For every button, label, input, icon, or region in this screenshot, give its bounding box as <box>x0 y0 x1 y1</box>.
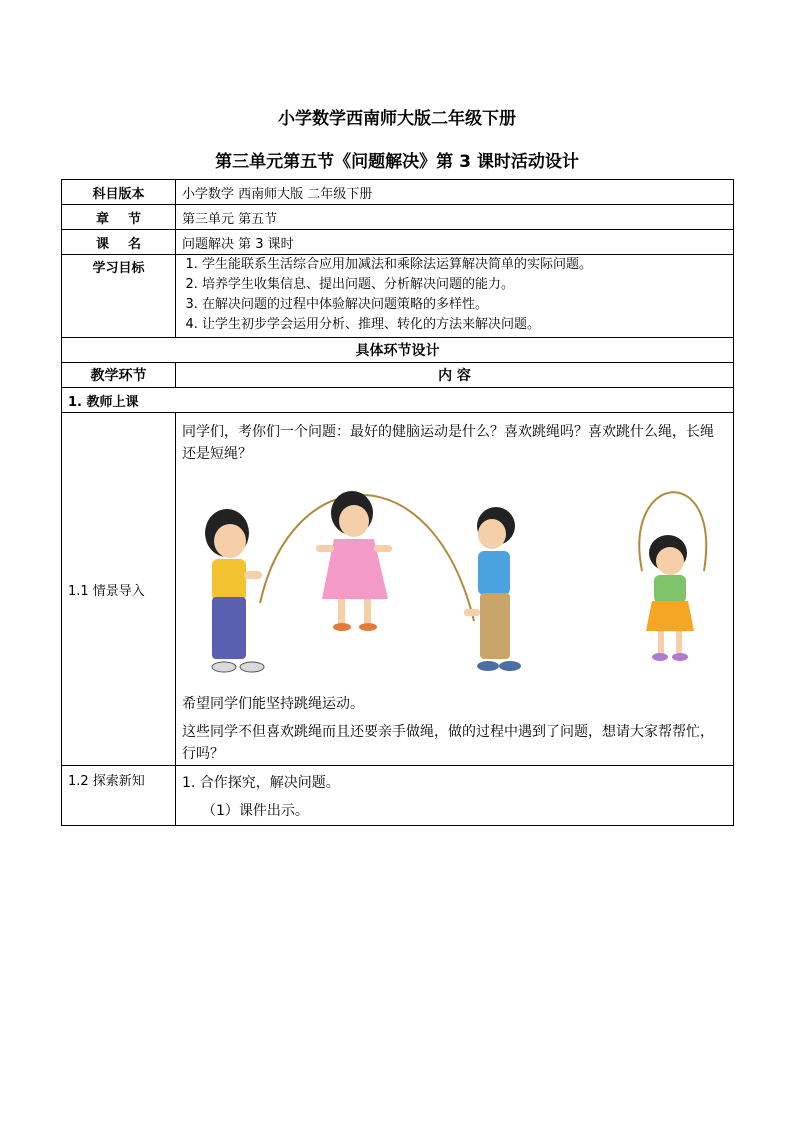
subject-value: 小学数学 西南师大版 二年级下册 <box>176 180 734 205</box>
section-title: 具体环节设计 <box>62 338 734 363</box>
part1-row <box>62 388 734 413</box>
s12-item-1: 1. 合作探究，解决问题。 <box>182 775 340 791</box>
s11-row <box>62 413 734 766</box>
s12-row <box>62 766 734 826</box>
document-title: 小学数学西南师大版二年级下册 <box>278 109 516 129</box>
goal-item: 4. 让学生初步学会运用分析、推理、转化的方法来解决问题。 <box>202 315 727 335</box>
goal-item: 1. 学生能联系生活综合应用加减法和乘除法运算解决简单的实际问题。 <box>202 255 727 275</box>
s12-item-2: （1）课件出示。 <box>202 803 309 819</box>
s12-content <box>176 766 734 826</box>
chapter-value: 第三单元 第五节 <box>176 205 734 230</box>
col-stage-header: 教学环节 <box>62 363 176 388</box>
goals-cell <box>176 255 734 338</box>
boy-figure <box>464 507 521 671</box>
subject-label: 科目版本 <box>62 180 176 205</box>
column-header-row <box>62 363 734 388</box>
lesson-label: 课 名 <box>62 230 176 255</box>
jump-rope-scene <box>182 471 730 687</box>
document-subtitle: 第三单元第五节《问题解决》第 3 课时活动设计 <box>215 152 579 172</box>
s11-content <box>176 413 734 766</box>
section-title-row <box>62 338 734 363</box>
lesson-row <box>62 230 734 255</box>
s11-label: 1.1 情景导入 <box>62 413 176 766</box>
goals-list <box>182 255 727 335</box>
chapter-row <box>62 205 734 230</box>
goals-label: 学习目标 <box>62 255 176 338</box>
part1-title: 1. 教师上课 <box>62 388 734 413</box>
lesson-plan-table <box>61 179 734 826</box>
goals-row <box>62 255 734 338</box>
girl-short-rope-figure <box>646 535 694 661</box>
jump-rope-illustration <box>182 471 730 687</box>
s12-label: 1.2 探索新知 <box>62 766 176 826</box>
col-content-header: 内 容 <box>176 363 734 388</box>
s11-paragraph-3: 这些同学不但喜欢跳绳而且还要亲手做绳，做的过程中遇到了问题，想请大家帮帮忙，行吗？ <box>182 724 714 762</box>
s11-paragraph-2: 希望同学们能坚持跳绳运动。 <box>182 696 364 712</box>
chapter-label: 章 节 <box>62 205 176 230</box>
goal-item: 2. 培养学生收集信息、提出问题、分析解决问题的能力。 <box>202 275 727 295</box>
s11-intro-text: 同学们，考你们一个问题：最好的健脑运动是什么？喜欢跳绳吗？喜欢跳什么绳，长绳还是短绳？ <box>182 424 714 462</box>
lesson-value: 问题解决 第 3 课时 <box>176 230 734 255</box>
girl-middle-figure <box>316 491 392 631</box>
goal-item: 3. 在解决问题的过程中体验解决问题策略的多样性。 <box>202 295 727 315</box>
subject-row <box>62 180 734 205</box>
girl-left-figure <box>205 509 264 672</box>
